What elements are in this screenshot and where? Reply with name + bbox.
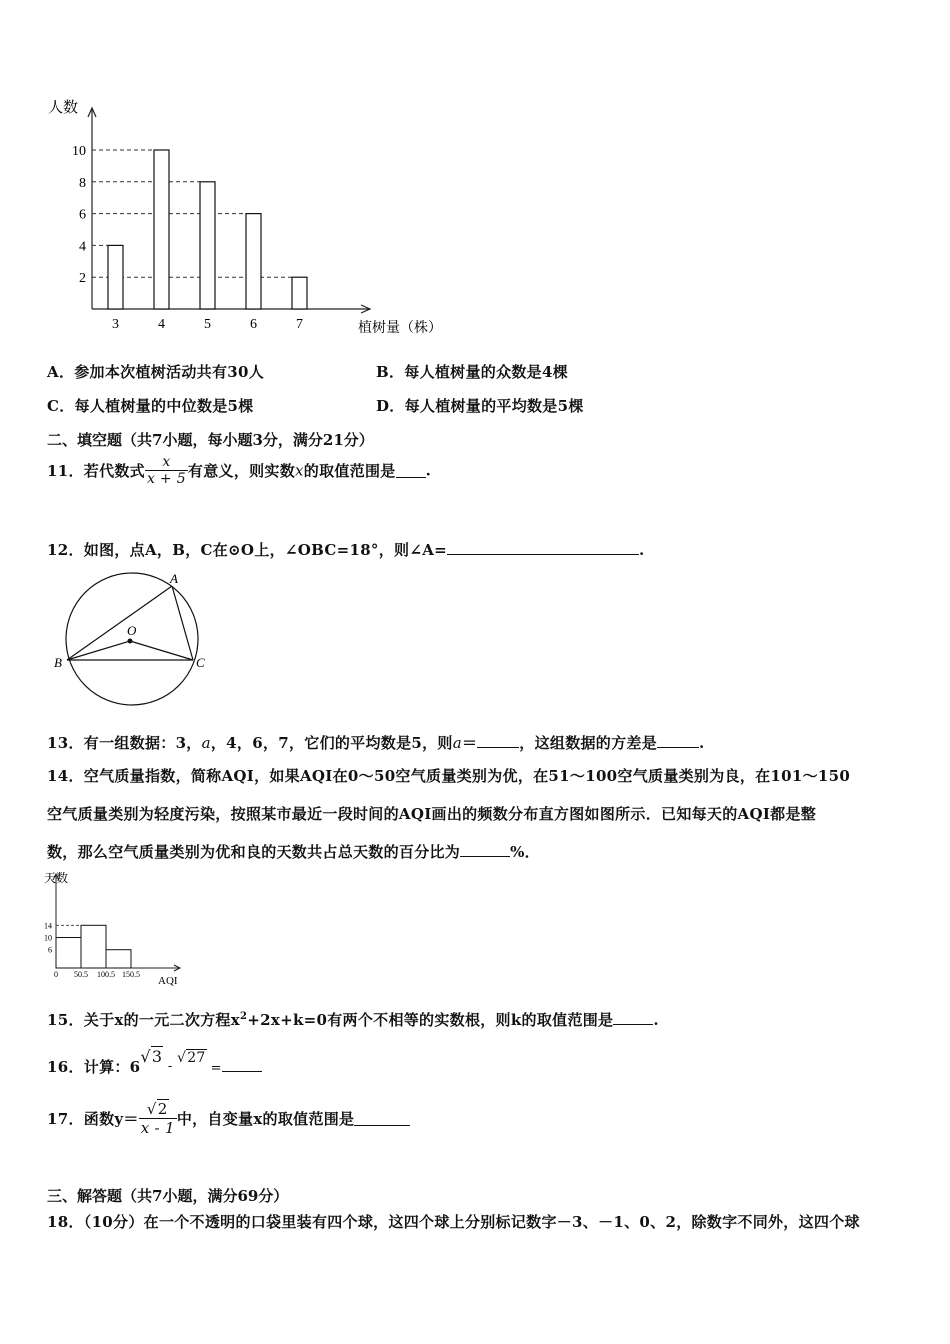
q16-answer-blank[interactable]: [222, 1057, 262, 1072]
question-16: [47, 1047, 262, 1077]
q15-answer-blank[interactable]: [613, 1010, 653, 1025]
q15-end: .: [653, 1011, 659, 1029]
q17-answer-blank[interactable]: [354, 1111, 410, 1126]
q11-fraction: [145, 454, 188, 487]
center-point: [128, 639, 133, 644]
circle-o: [66, 573, 198, 705]
q12-answer-blank[interactable]: [447, 540, 639, 555]
label-o: O: [127, 623, 137, 638]
chart2-xtick: 100.5: [97, 970, 115, 979]
q17-prefix: 17．函数y＝: [47, 1110, 139, 1128]
chart1-bar-7: [292, 277, 307, 309]
option-c: C．每人植树量的中位数是5棵: [47, 397, 254, 415]
q11-text: 有意义，则实数: [187, 462, 296, 480]
section-2-heading: 二、填空题（共7小题，每小题3分，满分21分）: [47, 431, 374, 449]
option-a: A．参加本次植树活动共有30人: [47, 363, 265, 381]
q16-sqrt-27: √27: [176, 1050, 206, 1066]
q13-var-a2: a: [452, 734, 462, 752]
question-18: 18．（10分）在一个不透明的口袋里装有四个球，这四个球上分别标记数字－3、－1、0、2，除数字不同外，这四个球: [47, 1213, 860, 1231]
chart1-bar-3: [108, 245, 123, 309]
option-d: D．每人植树量的平均数是5棵: [376, 397, 584, 415]
chart1-bar-5: [200, 182, 215, 309]
chart2-yticks: [44, 921, 52, 954]
chart1-ytick: 4: [79, 239, 86, 255]
circle-diagram: [50, 568, 220, 708]
chart2-xtick: 50.5: [74, 970, 88, 979]
chart2-ylabel: 天数: [44, 871, 69, 885]
chart1-xtick: 6: [250, 317, 257, 332]
q13-end: .: [699, 734, 705, 752]
q13-eq: ＝: [461, 734, 478, 752]
q17-fraction: [139, 1100, 177, 1137]
chart1-xlabel: 植树量（株）: [358, 321, 442, 336]
aqi-histogram: [40, 866, 200, 990]
q16-minus: -: [163, 1059, 177, 1074]
q11-end: .: [425, 461, 432, 480]
chart1-bars: [108, 150, 307, 309]
q16-radicand-1: 3: [151, 1047, 163, 1066]
option-b: B．每人植树量的众数是4棵: [376, 363, 569, 381]
chart2-bars: [56, 925, 131, 968]
chart1-xticks: [112, 317, 303, 332]
radius-oc: [130, 641, 193, 660]
chart1-ytick: 2: [79, 271, 86, 287]
chart2-bar-2: [106, 950, 131, 968]
q16-prefix: 16．计算：6: [47, 1058, 141, 1076]
tree-planting-bar-chart: [40, 90, 480, 350]
q16-radicand-2: 27: [187, 1050, 206, 1066]
q17-text: 中，自变量x的取值范围是: [176, 1110, 355, 1128]
label-b: B: [54, 655, 62, 670]
section-3-heading: 三、解答题（共7小题，满分69分）: [47, 1187, 289, 1205]
chart2-xtick: 0: [54, 970, 58, 979]
q11-denominator: x + 5: [146, 471, 186, 487]
q16-eq: =: [210, 1061, 222, 1076]
q12-end: .: [639, 541, 645, 559]
q17-denominator: x - 1: [140, 1119, 175, 1137]
chart2-bar-1: [81, 925, 106, 968]
q16-sqrt-3: √3: [140, 1047, 163, 1066]
chart1-bar-6: [246, 214, 261, 309]
q11-var: x: [295, 461, 304, 480]
radius-ob: [67, 641, 130, 660]
q15-text: +2x+k=0有两个不相等的实数根，则k的取值范围是: [247, 1011, 614, 1029]
question-17: [47, 1100, 410, 1137]
chart2-ytick: 14: [44, 921, 52, 931]
chart1-ytick: 6: [79, 207, 86, 223]
chart1-ytick: 10: [72, 144, 86, 159]
q15-prefix: 15．关于x的一元二次方程x: [47, 1011, 240, 1029]
q17-radicand: 2: [157, 1100, 168, 1118]
question-14-line-1: 14．空气质量指数，简称AQI，如果AQI在0～50空气质量类别为优，在51～100空气质量类别为良，在101～150: [47, 767, 851, 785]
q11-answer-blank[interactable]: [396, 463, 426, 478]
chart2-xticks: [54, 970, 140, 979]
label-a: A: [170, 571, 178, 586]
chart1-xtick: 4: [158, 317, 165, 332]
q11-prefix: 11．若代数式: [47, 462, 145, 480]
q13-var-a: a: [201, 734, 211, 752]
q13-answer-blank-1[interactable]: [477, 733, 519, 748]
q13-mid2: ，这组数据的方差是: [519, 734, 657, 752]
q12-text: 12．如图，点A，B，C在⊙O上，∠OBC=18°，则∠A=: [47, 541, 448, 559]
q17-numerator: √2: [139, 1100, 177, 1119]
q11-text2: 的取值范围是: [303, 462, 396, 480]
q13-prefix: 13．有一组数据：3，: [47, 734, 202, 752]
q13-answer-blank-2[interactable]: [657, 733, 699, 748]
question-12: [47, 539, 645, 560]
question-13: [47, 732, 705, 753]
chart1-xtick: 7: [296, 317, 303, 332]
chart2-ytick: 6: [48, 945, 52, 955]
question-11: [47, 454, 431, 487]
chart2-ytick: 10: [44, 933, 52, 943]
q15-exponent: 2: [239, 1011, 248, 1022]
chart2-bar-0: [56, 938, 81, 969]
chart1-ylabel: 人数: [48, 100, 79, 116]
chart2-xlabel: AQI: [158, 975, 178, 987]
label-c: C: [196, 655, 205, 670]
chart1-yticks: [72, 144, 86, 286]
q14-line3-text: 数，那么空气质量类别为优和良的天数共占总天数的百分比为: [47, 843, 461, 861]
question-15: [47, 1009, 659, 1030]
q14-end: %．: [510, 843, 540, 861]
q14-answer-blank[interactable]: [460, 842, 510, 857]
question-14-line-3: [47, 841, 540, 862]
chart2-xtick: 150.5: [122, 970, 140, 979]
q13-mid: ，4，6，7，它们的平均数是5，则: [210, 734, 453, 752]
chart1-ytick: 8: [79, 175, 86, 191]
question-14-line-2: 空气质量类别为轻度污染，按照某市最近一段时间的AQI画出的频数分布直方图如图所示．已知每天的AQI都是整: [47, 805, 817, 823]
chart1-xtick: 5: [204, 317, 211, 332]
chart1-xtick: 3: [112, 317, 119, 332]
q11-numerator: x: [145, 454, 188, 471]
chart1-axes: [88, 108, 370, 313]
chart1-bar-4: [154, 150, 169, 309]
